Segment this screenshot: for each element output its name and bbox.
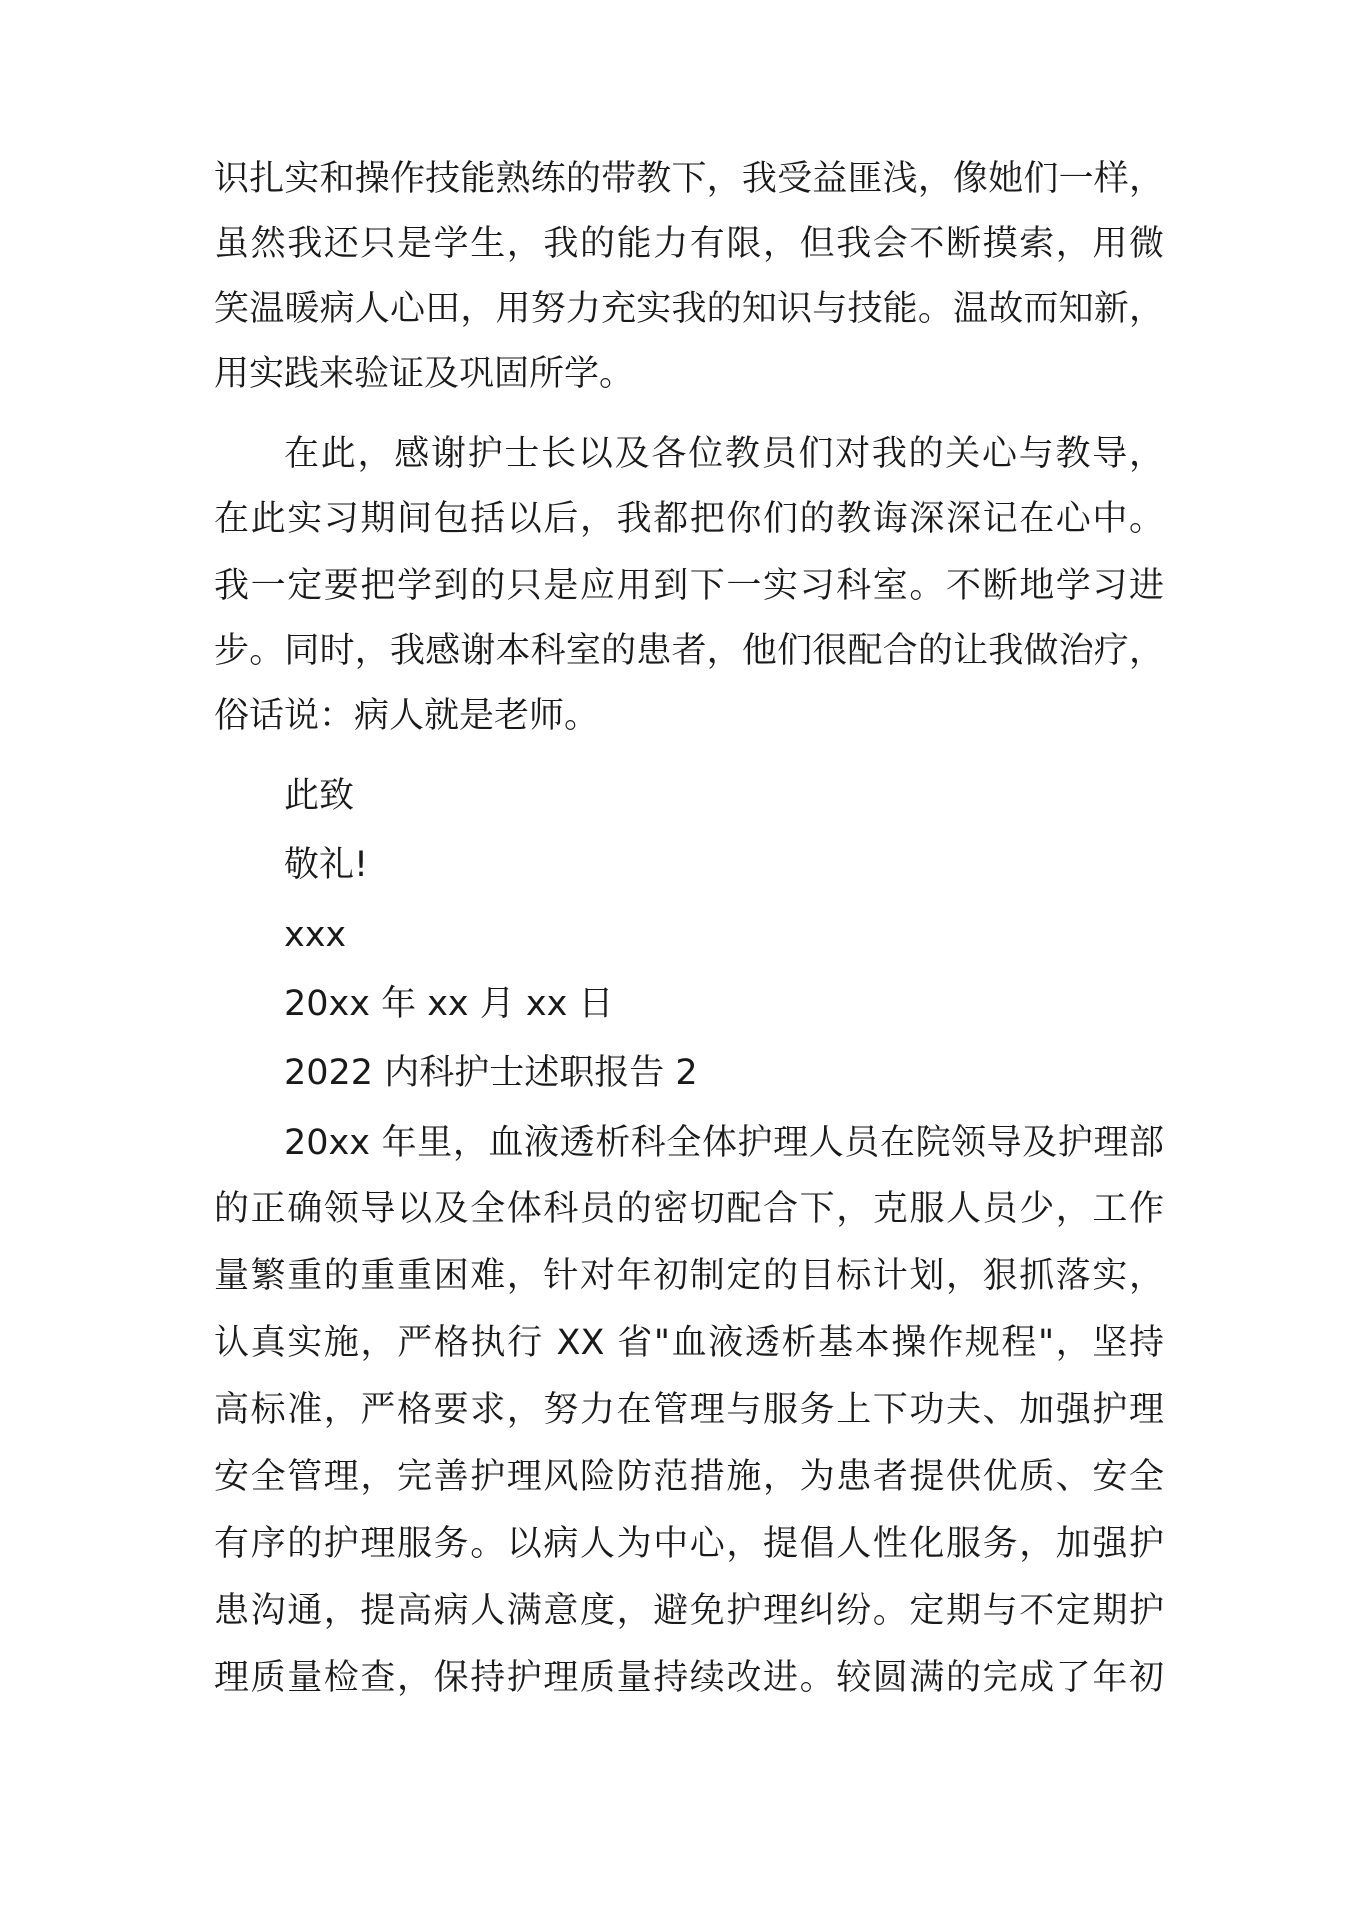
paragraph-line: 安全管理，完善护理风险防范措施，为患者提供优质、安全 <box>214 1457 1164 1497</box>
paragraph-line: 识扎实和操作技能熟练的带教下，我受益匪浅，像她们一样， <box>214 159 1164 199</box>
paragraph-line: 俗话说：病人就是老师。 <box>214 696 600 736</box>
paragraph-line: 步。同时，我感谢本科室的患者，他们很配合的让我做治疗， <box>214 631 1164 671</box>
paragraph-line: 在此实习期间包括以后，我都把你们的教诲深深记在心中。 <box>214 499 1164 539</box>
paragraph-line: 20xx 年里，血液透析科全体护理人员在院领导及护理部 <box>284 1123 1164 1163</box>
paragraph-line: 用实践来验证及巩固所学。 <box>214 354 635 394</box>
salutation-line: 敬礼! <box>284 845 369 885</box>
paragraph-line: 在此，感谢护士长以及各位教员们对我的关心与教导， <box>284 434 1164 474</box>
paragraph-line: 有序的护理服务。以病人为中心，提倡人性化服务，加强护 <box>214 1524 1164 1564</box>
paragraph-line: 我一定要把学到的只是应用到下一实习科室。不断地学习进 <box>214 566 1164 606</box>
paragraph-line: 虽然我还只是学生，我的能力有限，但我会不断摸索，用微 <box>214 224 1164 264</box>
signature-name: xxx <box>284 915 347 955</box>
paragraph-line: 的正确领导以及全体科员的密切配合下，克服人员少，工作 <box>214 1189 1164 1229</box>
section-title: 2022 内科护士述职报告 2 <box>284 1053 698 1093</box>
paragraph-line: 量繁重的重重困难，针对年初制定的目标计划，狠抓落实， <box>214 1256 1164 1296</box>
salutation-line: 此致 <box>284 776 355 816</box>
paragraph-line: 认真实施，严格执行 XX 省"血液透析基本操作规程"，坚持 <box>214 1323 1164 1363</box>
paragraph-line: 高标准，严格要求，努力在管理与服务上下功夫、加强护理 <box>214 1390 1164 1430</box>
paragraph-line: 患沟通，提高病人满意度，避免护理纠纷。定期与不定期护 <box>214 1591 1164 1631</box>
signature-date: 20xx 年 xx 月 xx 日 <box>284 984 614 1024</box>
paragraph-line: 笑温暖病人心田，用努力充实我的知识与技能。温故而知新， <box>214 289 1164 329</box>
paragraph-line: 理质量检查，保持护理质量持续改进。较圆满的完成了年初 <box>214 1658 1164 1698</box>
